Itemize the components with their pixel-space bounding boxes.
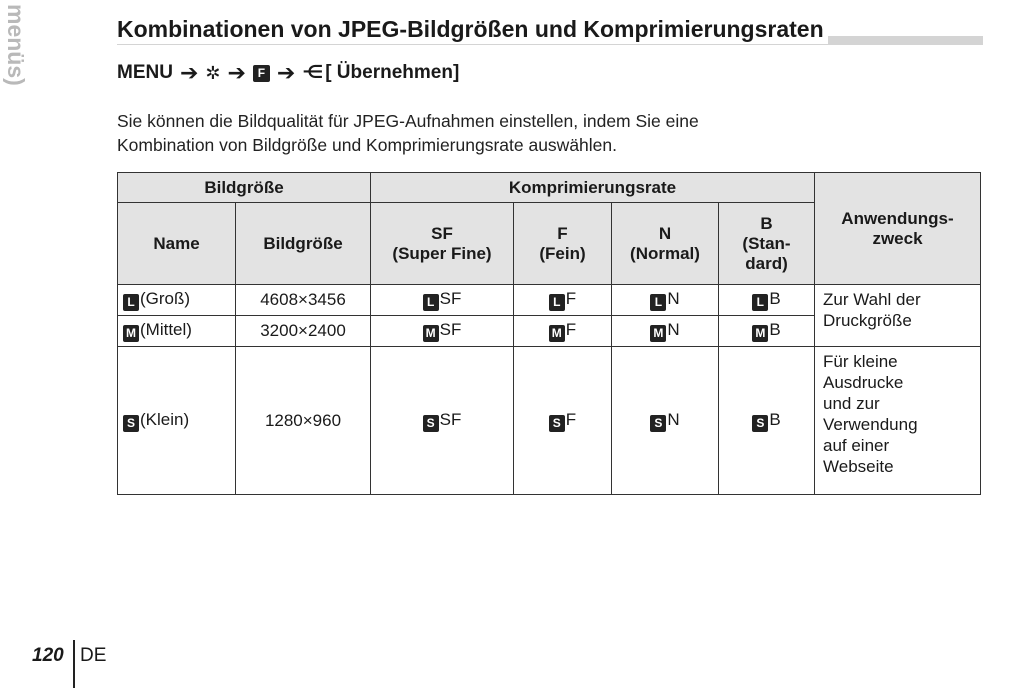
footer-divider [73,640,75,688]
row-n: S N [612,347,719,495]
row-b: L B [719,285,815,316]
size-medium-icon: M [123,325,139,342]
header-compression-group: Komprimierungsrate [371,173,815,203]
row-sf: S SF [371,347,514,495]
size-small-icon: S [549,415,565,432]
row-name: L (Groß) [118,285,236,316]
row-n: L N [612,285,719,316]
arrow-right-icon: ➔ [179,60,199,85]
page-title: Kombinationen von JPEG-Bildgrößen und Komprimierungsraten [117,14,828,44]
header-name: Name [118,203,236,285]
page-title-block [117,14,983,48]
header-f: F (Fein) [514,203,612,285]
custom-menu-icon: F [253,65,270,82]
row-name: S (Klein) [118,347,236,495]
size-large-icon: L [549,294,565,311]
size-large-icon: L [650,294,666,311]
use-print: Zur Wahl der Druckgröße [815,285,981,347]
arrow-right-icon: ➔ [227,60,246,85]
size-medium-icon: M [549,325,565,342]
size-medium-icon: M [423,325,439,342]
header-size: Bildgröße [236,203,371,285]
size-large-icon: L [123,294,139,311]
apply-menu-item [302,62,459,84]
table-row [118,285,981,316]
row-sf: M SF [371,316,514,347]
row-size: 3200×2400 [236,316,371,347]
size-medium-icon: M [752,325,768,342]
apply-label: [ Übernehmen] [325,62,460,83]
size-large-icon: L [423,294,439,311]
use-web: Für kleine Ausdrucke und zur Verwendung auf einer Webseite [815,347,981,495]
menu-path [117,62,459,84]
header-sf: SF (Super Fine) [371,203,514,285]
page-number: 120 [32,645,64,666]
row-size: 4608×3456 [236,285,371,316]
menu-label: MENU [117,62,173,83]
header-b: B (Stan- dard) [719,203,815,285]
intro-line: Sie können die Bildqualität für JPEG-Aufnahmen einstellen, indem Sie eine [117,111,699,131]
row-b: S B [719,347,815,495]
table-row [118,347,981,495]
row-f: M F [514,316,612,347]
row-name: M (Mittel) [118,316,236,347]
quality-settings-icon: ⋲ [302,62,324,82]
row-sf: L SF [371,285,514,316]
size-medium-icon: M [650,325,666,342]
intro-line: Kombination von Bildgröße und Komprimierungsrate auswählen. [117,135,617,155]
row-n: M N [612,316,719,347]
row-b: M B [719,316,815,347]
table-group-header-row [118,173,981,203]
size-small-icon: S [423,415,439,432]
size-small-icon: S [752,415,768,432]
header-image-size-group: Bildgröße [118,173,371,203]
arrow-right-icon: ➔ [276,60,296,85]
header-use: Anwendungs- zweck [815,173,981,285]
intro-paragraph [117,109,937,157]
row-size: 1280×960 [236,347,371,495]
size-small-icon: S [650,415,666,432]
row-f: L F [514,285,612,316]
jpeg-combination-table [117,172,981,495]
size-large-icon: L [752,294,768,311]
side-tab-label: menüs) [3,4,29,86]
header-n: N (Normal) [612,203,719,285]
language-code: DE [80,645,107,666]
row-f: S F [514,347,612,495]
section-side-tab [0,0,38,86]
size-small-icon: S [123,415,139,432]
setup-gear-icon: ✲ [205,62,221,83]
